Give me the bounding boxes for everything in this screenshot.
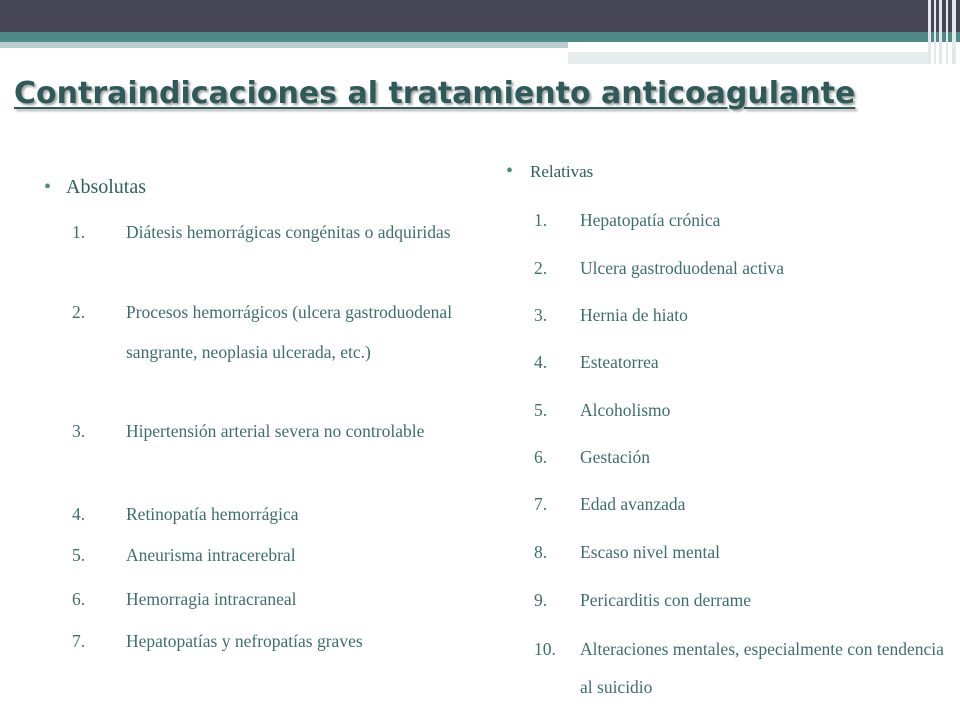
list-item: Hepatopatía crónica <box>580 210 721 230</box>
list-item-number: 7. <box>72 631 86 651</box>
bullet-icon: • <box>506 160 514 182</box>
list-item-number: 4. <box>534 352 548 372</box>
relativas-heading: Relativas <box>530 162 594 181</box>
header-band-white <box>568 42 888 50</box>
list-item: Hipertensión arterial severa no controlable <box>126 421 425 441</box>
list-item: Aneurisma intracerebral <box>126 545 296 565</box>
list-item: Gestación <box>580 447 650 467</box>
list-item: Edad avanzada <box>580 494 686 514</box>
list-item: Escaso nivel mental <box>580 542 720 562</box>
list-item-number: 3. <box>534 305 548 325</box>
absolutas-heading: Absolutas <box>66 176 146 198</box>
list-item-number: 2. <box>72 302 86 322</box>
list-item: Procesos hemorrágicos (ulcera gastroduodenal sangrante, neoplasia ulcerada, etc.) <box>126 302 453 362</box>
list-item-number: 1. <box>72 222 86 242</box>
list-item: Alcoholismo <box>580 400 671 420</box>
list-item: Hemorragia intracraneal <box>126 589 297 609</box>
list-item: Pericarditis con derrame <box>580 590 752 610</box>
list-item-number: 7. <box>534 494 548 514</box>
list-item: Esteatorrea <box>580 352 659 372</box>
slide-title: Contraindicaciones al tratamiento anticoagulante <box>14 76 856 111</box>
list-item: Hernia de hiato <box>580 305 688 325</box>
list-item-number: 4. <box>72 504 86 524</box>
header-stripes <box>926 0 960 64</box>
list-item: Diátesis hemorrágicas congénitas o adquiridas <box>126 222 451 242</box>
list-item-number: 6. <box>72 589 86 609</box>
list-item-number: 5. <box>72 545 86 565</box>
list-item: Hepatopatías y nefropatías graves <box>126 631 363 651</box>
list-item-number: 8. <box>534 542 548 562</box>
header-band-grey <box>568 52 930 64</box>
list-item: Retinopatía hemorrágica <box>126 504 299 524</box>
header-band-teal <box>0 32 960 42</box>
list-item-number: 6. <box>534 447 548 467</box>
bullet-icon: • <box>44 176 52 198</box>
list-item-number: 3. <box>72 421 86 441</box>
list-item-number: 5. <box>534 400 548 420</box>
header-band-dark <box>0 0 960 32</box>
list-item-number: 9. <box>534 590 548 610</box>
list-item-number: 2. <box>534 258 548 278</box>
list-item: Ulcera gastroduodenal activa <box>580 258 785 278</box>
header-band-light <box>0 42 568 48</box>
list-item-number: 10. <box>534 639 556 659</box>
list-item-number: 1. <box>534 210 548 230</box>
list-item: Alteraciones mentales, especialmente con tendencia al suicidio <box>580 639 944 697</box>
